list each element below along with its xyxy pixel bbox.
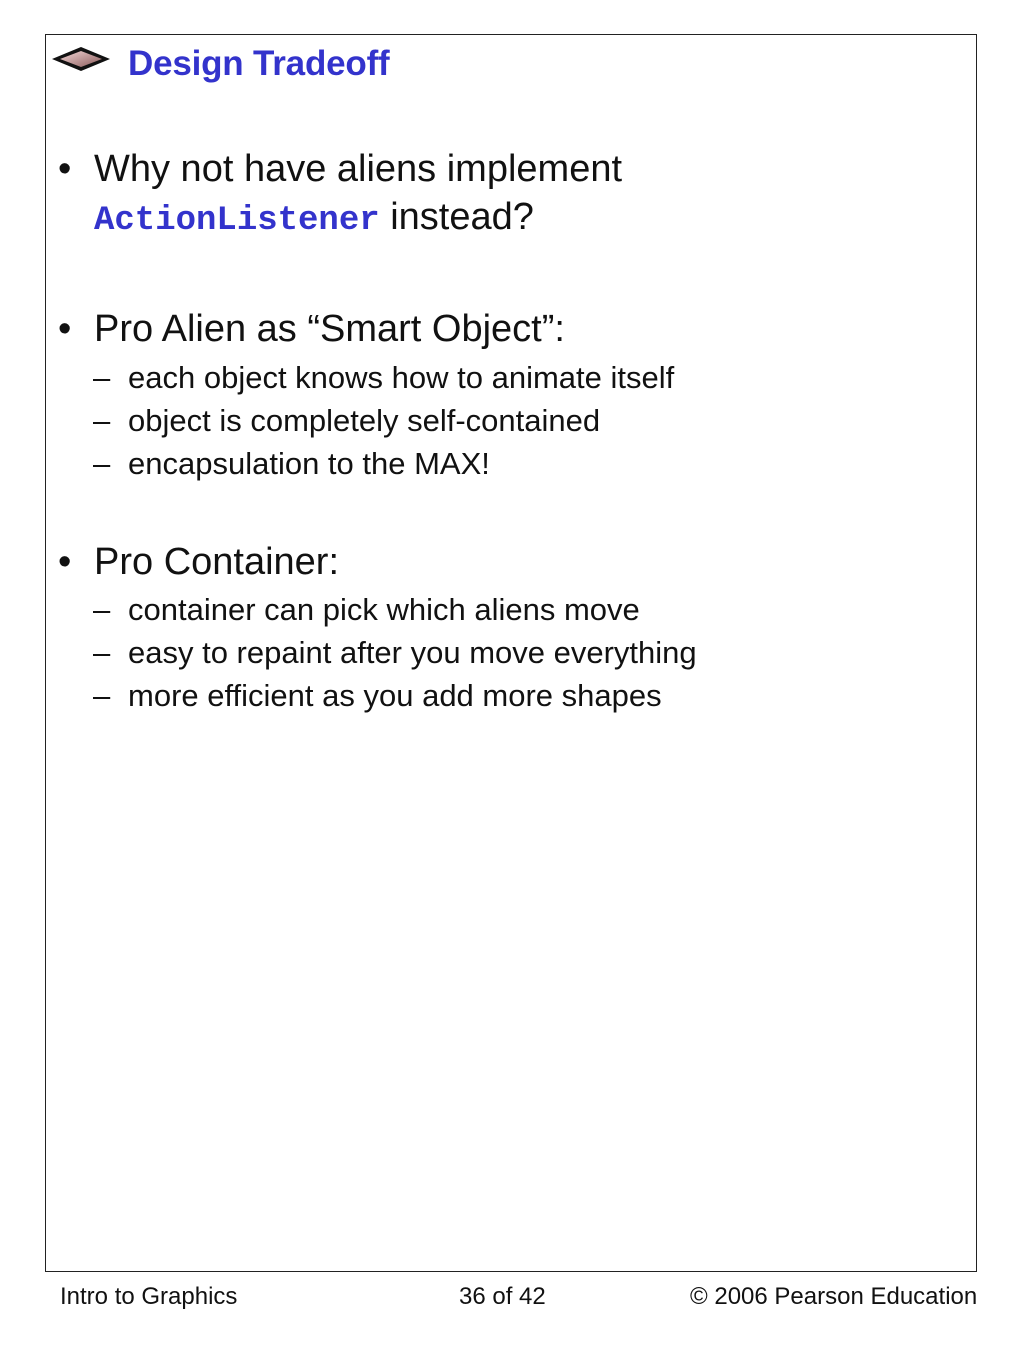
footer-page-number: 36 of 42: [459, 1283, 546, 1310]
sub-item-text: more efficient as you add more shapes: [128, 678, 662, 713]
bullet-text-continued: [94, 194, 534, 245]
dash-glyph: –: [93, 360, 111, 395]
footer-course-title: Intro to Graphics: [60, 1283, 238, 1310]
bullet-glyph: •: [58, 541, 72, 583]
bullet-text: Pro Container:: [94, 541, 340, 583]
sub-item-text: easy to repaint after you move everything: [128, 635, 697, 670]
dash-glyph: –: [93, 446, 111, 481]
sub-item-text: encapsulation to the MAX!: [128, 446, 490, 481]
sub-item-text: object is completely self-contained: [128, 403, 601, 438]
dash-glyph: –: [93, 403, 111, 438]
bullet-text: Why not have aliens implement: [94, 148, 623, 190]
diamond-icon: [50, 44, 112, 74]
sub-item-text: container can pick which aliens move: [128, 592, 640, 627]
slide-title: Design Tradeoff: [128, 44, 390, 83]
sub-item-text: each object knows how to animate itself: [128, 360, 675, 395]
dash-glyph: –: [93, 678, 111, 713]
dash-glyph: –: [93, 635, 111, 670]
footer-copyright: © 2006 Pearson Education: [690, 1283, 978, 1310]
code-term: ActionListener: [94, 202, 380, 240]
bullet-text-rest: instead?: [379, 196, 534, 238]
bullet-text: Pro Alien as “Smart Object”:: [94, 308, 565, 350]
bullet-glyph: •: [58, 308, 72, 350]
dash-glyph: –: [93, 592, 111, 627]
bullet-glyph: •: [58, 148, 72, 190]
